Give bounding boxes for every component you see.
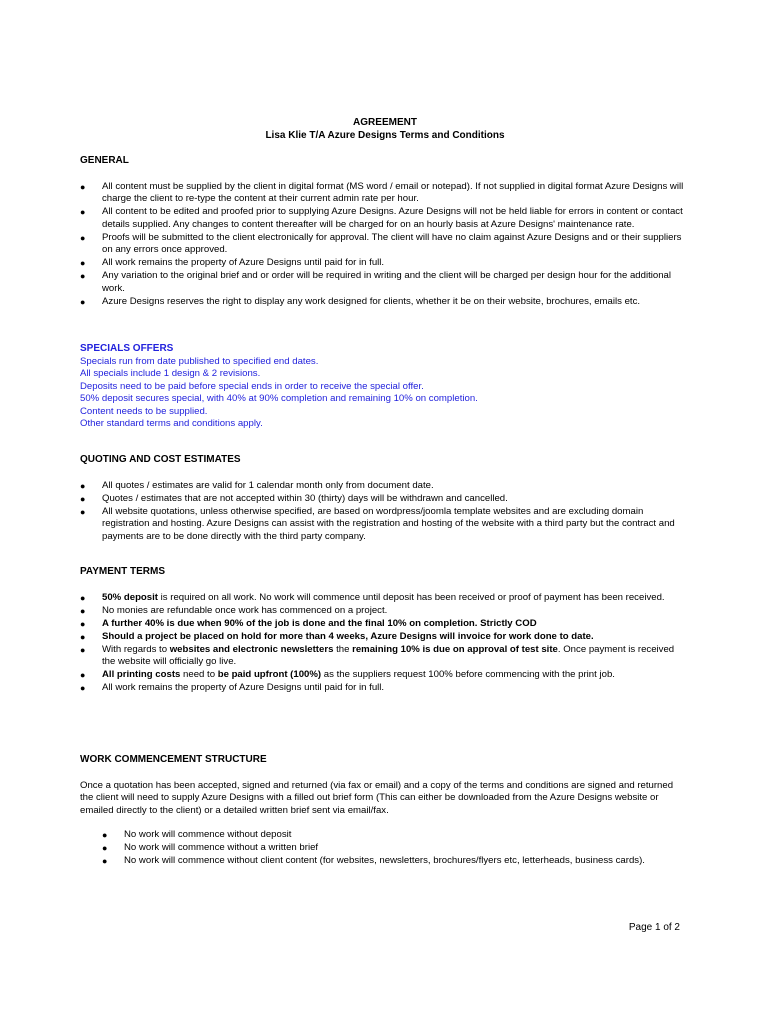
list-item: ● All work remains the property of Azure Designs until paid for in full. — [80, 257, 385, 269]
list-item: ● Azure Designs reserves the right to display any work designed for clients, whether it be on their website, brochures, emails etc. — [80, 295, 641, 307]
bullet-icon: ● — [80, 593, 86, 603]
general-list — [80, 181, 690, 309]
page-number: Page 1 of 2 — [628, 922, 680, 933]
bullet-icon: ● — [80, 296, 86, 307]
list-item: ● No work will commence without client content (for websites, newsletters, brochures/flyers etc, letterheads, business cards). — [102, 855, 645, 866]
work-heading: WORK COMMENCEMENT STRUCTURE — [80, 754, 267, 765]
work-list — [102, 829, 692, 868]
list-item: ● 50% deposit is required on all work. No work will commence until deposit has been received or proof of payment has been received. — [80, 592, 665, 603]
list-item: ● A further 40% is due when 90% of the job is done and the final 10% on completion. Strictly COD — [80, 618, 537, 629]
bullet-icon: ● — [80, 632, 86, 642]
list-item: ● All work remains the property of Azure Designs until paid for in full. — [80, 682, 385, 694]
specials-heading: SPECIALS OFFERS — [80, 343, 174, 354]
bullet-icon: ● — [80, 606, 86, 616]
bullet-icon: ● — [80, 507, 86, 517]
bullet-icon: ● — [102, 843, 108, 853]
bullet-icon: ● — [80, 207, 86, 218]
document-subtitle: Lisa Klie T/A Azure Designs Terms and Conditions — [265, 130, 505, 141]
bullet-icon: ● — [80, 619, 86, 629]
work-paragraph: Once a quotation has been accepted, signed and returned (via fax or email) and a copy of the terms and conditions are signed and returned the client will need to supply Azure Designs with a filled out brief form (This can either be downloaded from the Azure Designs website or emailed directly to the client) or a detailed written brief sent via email/fax. — [80, 780, 674, 816]
bullet-icon: ● — [80, 258, 86, 269]
bullet-icon: ● — [80, 232, 86, 243]
payment-heading: PAYMENT TERMS — [80, 566, 166, 577]
list-item: ● No monies are refundable once work has commenced on a project. — [80, 605, 388, 616]
list-item: ● All website quotations, unless otherwise specified, are based on wordpress/joomla template websites and are excluding domain registration and hosting. Azure Designs can assist with the registration and hosting of the website with a third party but the contract and payments are to be done directly with the third party company. — [80, 506, 675, 542]
bullet-icon: ● — [80, 645, 86, 655]
bullet-icon: ● — [80, 182, 86, 192]
bullet-icon: ● — [102, 856, 108, 866]
quoting-list — [80, 480, 690, 544]
bullet-icon: ● — [102, 830, 108, 840]
specials-line: Content needs to be supplied. — [80, 405, 208, 417]
list-item: ● All content must be supplied by the client in digital format (MS word / email or notepad). If not supplied in digital format Azure Designs will charge the client to re-type the content at their current admin rate per hour. — [80, 181, 684, 205]
specials-line: 50% deposit secures special, with 40% at 90% completion and remaining 10% on completion. — [80, 393, 478, 405]
payment-list — [80, 592, 690, 695]
general-heading: GENERAL — [80, 155, 129, 166]
list-item: ● Should a project be placed on hold for more than 4 weeks, Azure Designs will invoice for work done to date. — [80, 631, 594, 642]
list-item: ● No work will commence without deposit — [102, 829, 292, 840]
list-item: ● Any variation to the original brief and or order will be required in writing and the client will be charged per design hour for the additional work. — [80, 270, 672, 294]
bullet-icon: ● — [80, 271, 86, 282]
quoting-heading: QUOTING AND COST ESTIMATES — [80, 454, 241, 465]
list-item: ● No work will commence without a written brief — [102, 842, 319, 853]
specials-lines — [80, 356, 685, 430]
bullet-icon: ● — [80, 683, 86, 694]
specials-line: Specials run from date published to specified end dates. — [80, 356, 319, 367]
list-item: ● All content to be edited and proofed prior to supplying Azure Designs. Azure Designs will not be held liable for errors in content or contact details supplied. Any changes to content thereafter will be charged for on an hourly basis at Azure Designs' maintenance rate. — [80, 206, 683, 230]
bullet-icon: ● — [80, 481, 86, 491]
bullet-icon: ● — [80, 494, 86, 504]
specials-line: All specials include 1 design & 2 revisions. — [80, 368, 261, 380]
list-item: ● Proofs will be submitted to the client electronically for approval. The client will have no claim against Azure Designs and or their suppliers on any errors once approved. — [80, 231, 682, 256]
list-item: ● With regards to websites and electronic newsletters the remaining 10% is due on approval of test site. Once payment is received the website will officially go live. — [80, 644, 675, 668]
bullet-icon: ● — [80, 670, 86, 681]
specials-line: Deposits need to be paid before special ends in order to receive the special offer. — [80, 380, 424, 392]
specials-line: Other standard terms and conditions apply. — [80, 418, 263, 430]
list-item: ● All printing costs need to be paid upfront (100%) as the suppliers request 100% before commencing with the print job. — [80, 669, 615, 681]
list-item: ● All quotes / estimates are valid for 1 calendar month only from document date. — [80, 480, 434, 491]
list-item: ● Quotes / estimates that are not accepted within 30 (thirty) days will be withdrawn and cancelled. — [80, 493, 508, 504]
document-title: AGREEMENT — [353, 117, 417, 128]
